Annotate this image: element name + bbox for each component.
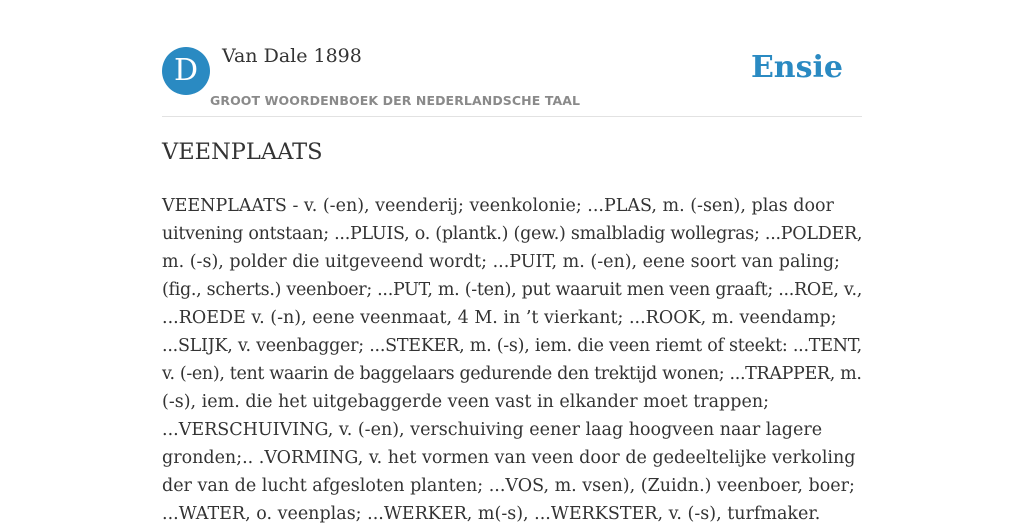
definition-line: (fig., scherts.) veenboer; ...PUT, m. (-ten), put waaruit men veen graaft; ...ROE, v.,	[162, 280, 862, 300]
dictionary-title[interactable]: Van Dale 1898	[222, 45, 362, 67]
definition-line: v. (-en), tent waarin de baggelaars gedurende den trektijd wonen; ...TRAPPER, m.	[162, 364, 862, 384]
ensie-logo-link[interactable]: Ensie	[750, 50, 843, 85]
entry-title: VEENPLAATS	[162, 139, 323, 165]
dictionary-logo-icon[interactable]: D	[162, 47, 210, 95]
definition-line: VEENPLAATS - v. (-en), veenderij; veenkolonie; ...PLAS, m. (-sen), plas door	[162, 196, 834, 216]
definition-line: ...SLIJK, v. veenbagger; ...STEKER, m. (-s), iem. die veen riemt of steekt: ...TENT,	[162, 336, 862, 356]
definition-line: uitvening ontstaan; ...PLUIS, o. (plantk.) (gew.) smalbladig wollegras; ...POLDER,	[162, 224, 863, 244]
definition-line: ...VERSCHUIVING, v. (-en), verschuiving eener laag hoogveen naar lagere	[162, 420, 823, 440]
entry-definition	[162, 192, 862, 528]
definition-line: (-s), iem. die het uitgebaggerde veen vast in elkander moet trappen;	[162, 392, 769, 412]
definition-line: ...ROEDE v. (-n), eene veenmaat, 4 M. in ’t vierkant; ...ROOK, m. veendamp;	[162, 308, 837, 328]
definition-line: ...WATER, o. veenplas; ...WERKER, m(-s), ...WERKSTER, v. (-s), turfmaker.	[162, 504, 821, 524]
site-header	[162, 0, 862, 117]
definition-line: m. (-s), polder die uitgeveend wordt; ...PUIT, m. (-en), eene soort van paling;	[162, 252, 840, 272]
dictionary-subtitle: GROOT WOORDENBOEK DER NEDERLANDSCHE TAAL	[210, 93, 581, 108]
definition-line: gronden;.. .VORMING, v. het vormen van veen door de gedeeltelijke verkoling	[162, 448, 856, 468]
definition-line: der van de lucht afgesloten planten; ...VOS, m. vsen), (Zuidn.) veenboer, boer;	[162, 476, 855, 496]
